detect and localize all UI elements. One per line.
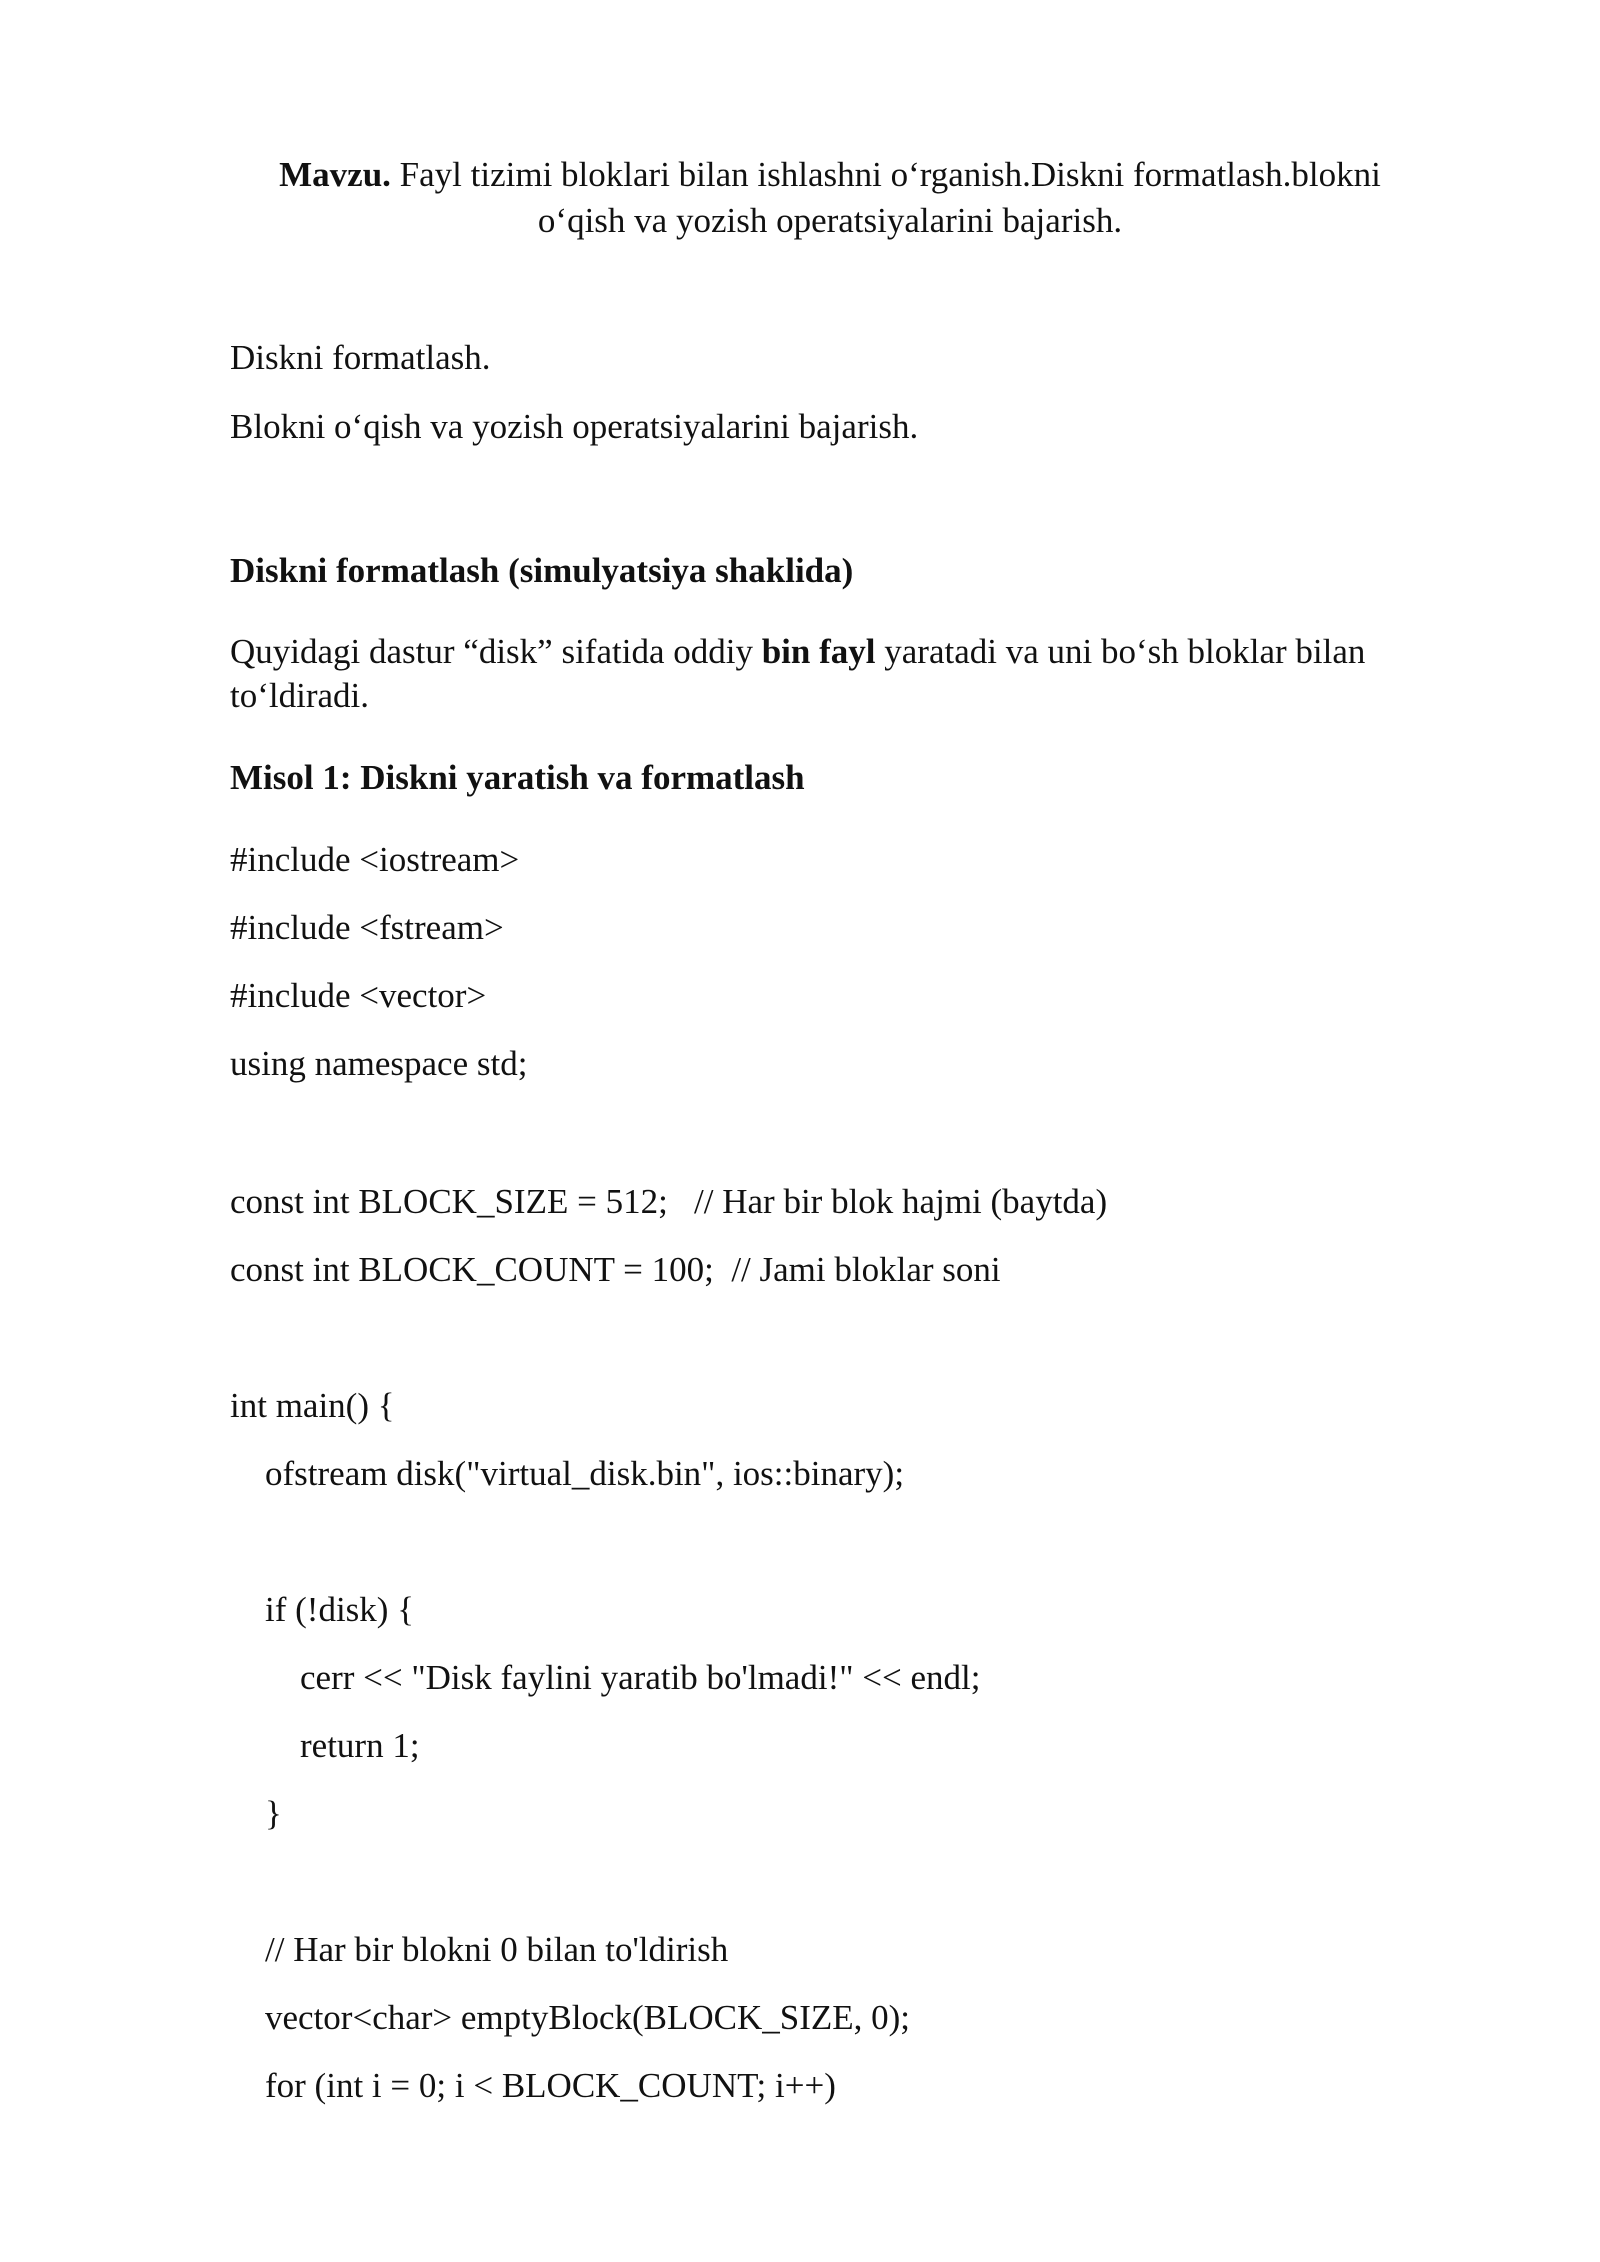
paragraph <box>230 630 1470 718</box>
code-line: cerr << "Disk faylini yaratib bo'lmadi!" << endl; <box>230 1658 981 1697</box>
code-line: const int BLOCK_SIZE = 512; // Har bir blok hajmi (baytda) <box>230 1182 1108 1221</box>
intro-line: Blokni o‘qish va yozish operatsiyalarini bajarish. <box>230 407 919 446</box>
section-heading: Diskni formatlash (simulyatsiya shaklida) <box>230 551 854 590</box>
example-heading: Misol 1: Diskni yaratish va formatlash <box>230 758 805 797</box>
code-line: } <box>230 1794 282 1833</box>
intro-line: Diskni formatlash. <box>230 338 491 377</box>
code-line: vector<char> emptyBlock(BLOCK_SIZE, 0); <box>230 1998 911 2037</box>
title-label: Mavzu. <box>279 155 391 194</box>
code-line: ofstream disk("virtual_disk.bin", ios::binary); <box>230 1454 905 1493</box>
code-line: return 1; <box>230 1726 420 1765</box>
code-line: int main() { <box>230 1386 395 1425</box>
code-line: using namespace std; <box>230 1044 528 1083</box>
title-text: Fayl tizimi bloklari bilan ishlashni o‘rganish.Diskni formatlash.blokni <box>390 155 1381 194</box>
code-line: #include <vector> <box>230 976 487 1015</box>
paragraph-text: yaratadi va uni bo‘sh bloklar bilan to‘ldiradi. <box>230 632 1366 715</box>
code-line: // Har bir blokni 0 bilan to'ldirish <box>230 1930 729 1969</box>
document-title <box>230 152 1430 198</box>
code-line: #include <fstream> <box>230 908 504 947</box>
paragraph-bold-text: bin fayl <box>761 632 876 671</box>
document-title-line2: o‘qish va yozish operatsiyalarini bajarish. <box>537 201 1123 240</box>
paragraph-text: Quyidagi dastur “disk” sifatida oddiy <box>230 632 762 671</box>
code-line: if (!disk) { <box>230 1590 414 1629</box>
code-line: const int BLOCK_COUNT = 100; // Jami bloklar soni <box>230 1250 1001 1289</box>
code-line: for (int i = 0; i < BLOCK_COUNT; i++) <box>230 2066 836 2105</box>
code-line: #include <iostream> <box>230 840 520 879</box>
